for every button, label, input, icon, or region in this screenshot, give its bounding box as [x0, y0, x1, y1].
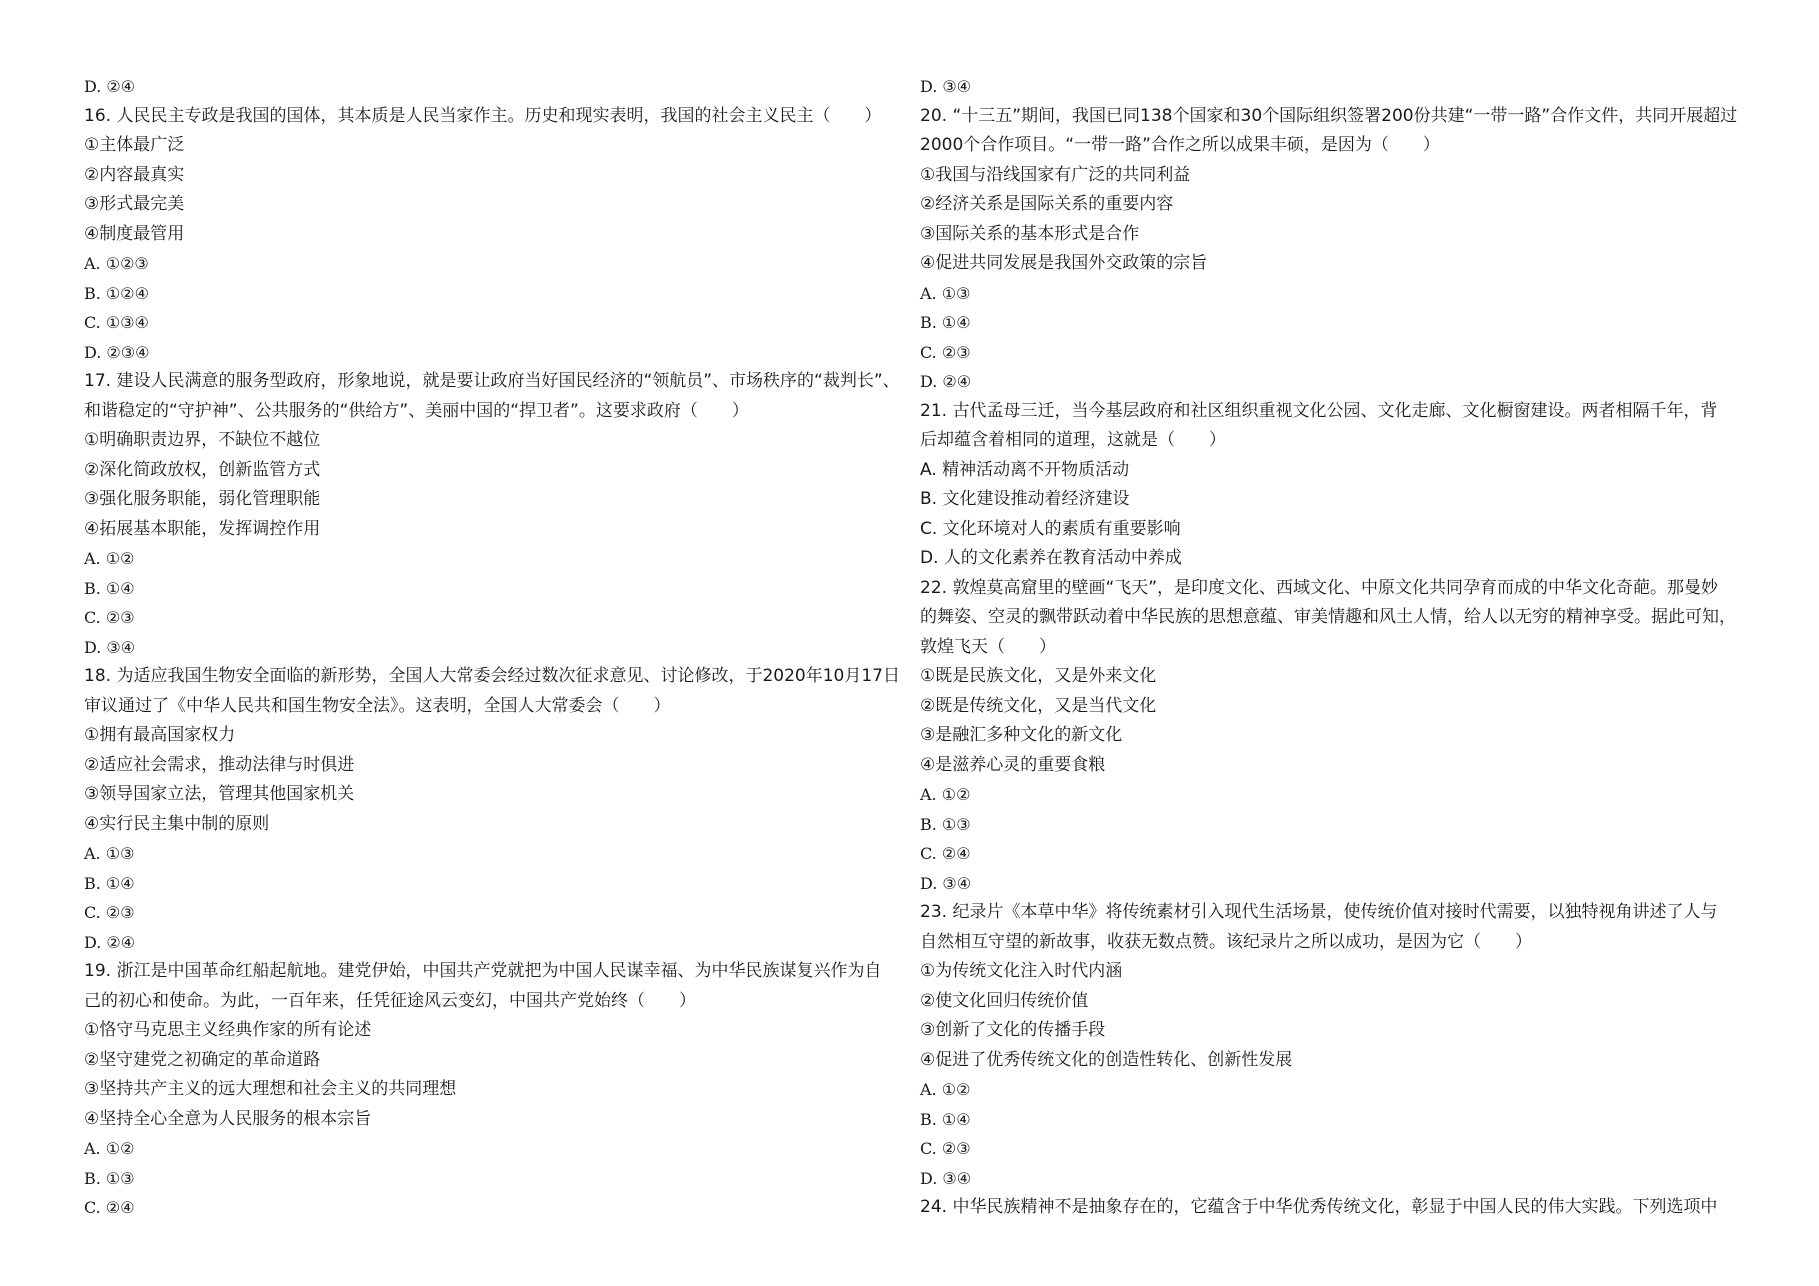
answer-option-line: B. ①③: [920, 814, 971, 834]
question-text-line: ④是滋养心灵的重要食粮: [920, 754, 1106, 775]
question-text-line: ②坚守建党之初确定的革命道路: [84, 1049, 321, 1070]
left-column: [84, 72, 904, 1223]
question-text-line: ②经济关系是国际关系的重要内容: [920, 194, 1174, 214]
answer-option-line: B. ①③: [84, 1168, 135, 1188]
answer-option-line: D. ②④: [84, 932, 136, 952]
answer-option-line: C. ②④: [920, 844, 971, 863]
answer-option-line: C. ②③: [920, 342, 971, 362]
question-text-line: 的舞姿、空灵的飘带跃动着中华民族的思想意蕴、审美情趣和风土人情，给人以无穷的精神享受。据此可知，: [920, 607, 1736, 627]
question-text-line: ②使文化回归传统价值: [920, 990, 1089, 1011]
question-text-line: ④拓展基本职能，发挥调控作用: [84, 518, 321, 539]
question-text-line: ③是融汇多种文化的新文化: [920, 725, 1123, 745]
answer-option-line: B. ①④: [920, 1109, 971, 1129]
question-text-line: 和谐稳定的“守护神”、公共服务的“供给方”、美丽中国的“捍卫者”。这要求政府（ ）: [84, 400, 749, 421]
answer-option-line: A. ①②③: [84, 254, 149, 273]
answer-option-line: A. ①③: [920, 283, 971, 303]
question-text-line: ②适应社会需求，推动法律与时俱进: [84, 754, 355, 775]
answer-option-line: B. ①④: [84, 873, 135, 893]
question-text-line: ④制度最管用: [84, 223, 185, 244]
question-text-line: 22. 敦煌莫高窟里的壁画“飞天”，是印度文化、西域文化、中原文化共同孕育而成的中华文化奇葩。那曼妙: [920, 577, 1719, 598]
question-text-line: 20. “十三五”期间，我国已同138个国家和30个国际组织签署200份共建“一带一路”合作文件，共同开展超过: [920, 105, 1738, 126]
answer-option-line: C. ②③: [920, 1139, 971, 1158]
question-text-line: 己的初心和使命。为此，一百年来，任凭征途风云变幻，中国共产党始终（ ）: [84, 990, 696, 1011]
answer-option-line: B. ①④: [920, 313, 971, 332]
answer-option-line: C. ②③: [84, 608, 135, 627]
question-text-line: 24. 中华民族精神不是抽象存在的，它蕴含于中华优秀传统文化，彰显于中国人民的伟大实践。下列选项中: [920, 1197, 1718, 1217]
answer-option-line: D. ③④: [920, 873, 972, 893]
question-text-line: A. 精神活动离不开物质活动: [920, 459, 1130, 480]
question-text-line: ④促进共同发展是我国外交政策的宗旨: [920, 253, 1208, 273]
question-text-line: B. 文化建设推动着经济建设: [920, 489, 1130, 509]
question-text-line: 21. 古代孟母三迁，当今基层政府和社区组织重视文化公园、文化走廊、文化橱窗建设。两者相隔千年，背: [920, 400, 1718, 421]
question-text-line: 审议通过了《中华人民共和国生物安全法》。这表明，全国人大常委会（ ）: [84, 695, 671, 716]
question-text-line: ③强化服务职能，弱化管理职能: [84, 489, 321, 509]
question-text-line: ①明确职责边界，不缺位不越位: [84, 430, 321, 450]
question-text-line: ①既是民族文化，又是外来文化: [920, 666, 1157, 686]
answer-option-line: B. ①④: [84, 578, 135, 598]
question-text-line: 19. 浙江是中国革命红船起航地。建党伊始，中国共产党就把为中国人民谋幸福、为中华民族谋复兴作为自: [84, 961, 882, 981]
question-text-line: ④促进了优秀传统文化的创造性转化、创新性发展: [920, 1049, 1293, 1070]
question-text-line: ①我国与沿线国家有广泛的共同利益: [920, 164, 1191, 185]
answer-option-line: C. ②④: [84, 1198, 135, 1217]
answer-option-line: D. ③④: [920, 1168, 972, 1188]
question-text-line: ②内容最真实: [84, 164, 185, 185]
question-text-line: ①拥有最高国家权力: [84, 725, 236, 745]
answer-option-line: C. ②③: [84, 903, 135, 922]
question-text-line: ③国际关系的基本形式是合作: [920, 223, 1140, 244]
question-text-line: 2000个合作项目。“一带一路”合作之所以成果丰硕，是因为（ ）: [920, 135, 1440, 155]
answer-option-line: A. ①②: [84, 1139, 135, 1158]
question-text-line: 23. 纪录片《本草中华》将传统素材引入现代生活场景，使传统价值对接时代需要，以独特视角讲述了人与: [920, 902, 1718, 922]
answer-option-line: D. ②③④: [84, 342, 150, 362]
question-text-line: ③坚持共产主义的远大理想和社会主义的共同理想: [84, 1079, 457, 1099]
answer-option-line: A. ①②: [920, 1080, 971, 1099]
answer-option-line: A. ①②: [84, 549, 135, 568]
question-text-line: ①主体最广泛: [84, 135, 185, 155]
answer-option-line: C. ①③④: [84, 313, 149, 332]
answer-option-line: D. ③④: [920, 77, 972, 96]
answer-option-line: A. ①③: [84, 844, 135, 863]
question-text-line: ①恪守马克思主义经典作家的所有论述: [84, 1020, 372, 1040]
answer-option-line: D. ②④: [84, 77, 136, 96]
question-text-line: 18. 为适应我国生物安全面临的新形势，全国人大常委会经过数次征求意见、讨论修改，于2020年10月17日: [84, 666, 900, 686]
question-text-line: 17. 建设人民满意的服务型政府，形象地说，就是要让政府当好国民经济的“领航员”、市场秩序的“裁判长”、: [84, 371, 900, 391]
question-text-line: ③创新了文化的传播手段: [920, 1020, 1106, 1040]
question-text-line: 自然相互守望的新故事，收获无数点赞。该纪录片之所以成功，是因为它（ ）: [920, 931, 1532, 952]
question-text-line: 敦煌飞天（ ）: [920, 636, 1056, 657]
question-text-line: ②深化简政放权，创新监管方式: [84, 459, 321, 480]
answer-option-line: B. ①②④: [84, 283, 149, 303]
answer-option-line: A. ①②: [920, 785, 971, 804]
question-text-line: ④实行民主集中制的原则: [84, 813, 270, 834]
question-text-line: 后却蕴含着相同的道理，这就是（ ）: [920, 430, 1226, 450]
question-text-line: ②既是传统文化，又是当代文化: [920, 695, 1157, 716]
question-text-line: D. 人的文化素养在教育活动中养成: [920, 548, 1182, 568]
question-text-line: ③领导国家立法，管理其他国家机关: [84, 784, 355, 804]
answer-option-line: D. ②④: [920, 372, 972, 391]
question-text-line: C. 文化环境对人的素质有重要影响: [920, 518, 1181, 539]
answer-option-line: D. ③④: [84, 637, 136, 657]
right-column: [920, 72, 1740, 1223]
question-text-line: 16. 人民民主专政是我国的国体，其本质是人民当家作主。历史和现实表明，我国的社会主义民主（ ）: [84, 105, 882, 126]
question-text-line: ①为传统文化注入时代内涵: [920, 961, 1123, 981]
question-text-line: ③形式最完美: [84, 194, 185, 214]
question-text-line: ④坚持全心全意为人民服务的根本宗旨: [84, 1108, 372, 1129]
